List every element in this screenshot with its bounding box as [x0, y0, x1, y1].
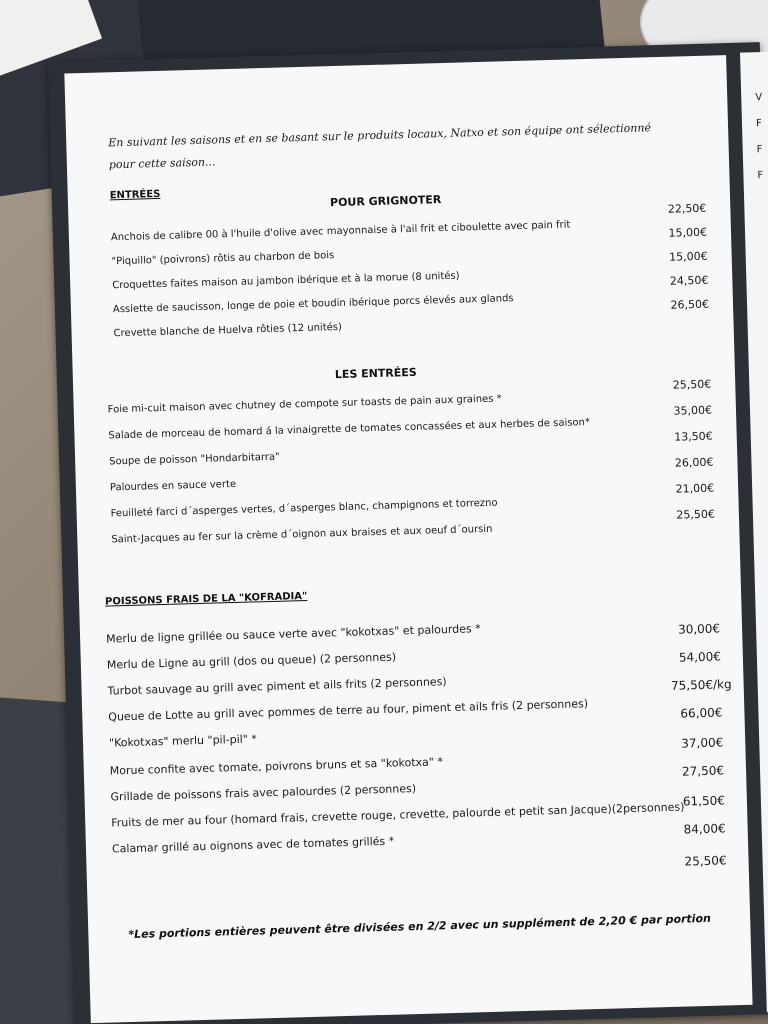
menu-item-price: 25,50€: [684, 853, 727, 869]
menu-item: Queue de Lotte au grill avec pommes de terre au four, piment et ails fris (2 personnes): [108, 697, 589, 724]
menu-item-price: 54,00€: [678, 649, 722, 665]
menu-item-price: 37,00€: [681, 735, 724, 751]
menu-item: Turbot sauvage au grill avec piment et ails frits (2 personnes): [107, 675, 447, 698]
menu-item-price: 25,50€: [676, 507, 716, 522]
menu-item-price: 22,50€: [667, 201, 707, 216]
menu-item: Assiette de saucisson, longe de poie et boudin ibérique porcs élevés aux glands: [112, 293, 514, 316]
menu-item-price: 30,00€: [677, 621, 721, 637]
menu-item-price: 26,00€: [674, 455, 714, 470]
menu-item: Foie mi-cuit maison avec chutney de compote sur toasts de pain aux graines *: [107, 393, 502, 416]
menu-item: Anchois de calibre 00 à l'huile d'olive avec mayonnaise à l'ail frit et ciboulette avec pain frit: [110, 219, 571, 244]
menu-item-price: 35,00€: [673, 403, 713, 418]
menu-item: Soupe de poisson "Hondarbitarra": [109, 451, 280, 468]
menu-item-price: 26,50€: [670, 297, 710, 312]
menu-item: Salade de morceau de homard á la vinaigrette de tomates concassées et aux herbes de saison*: [108, 417, 591, 442]
right-page-text: V: [755, 92, 763, 104]
menu-item-price: 25,50€: [672, 377, 712, 392]
menu-item: Calamar grillé au oignons avec de tomates grillés *: [111, 834, 395, 856]
menu-item-price: 61,50€: [682, 793, 726, 809]
menu-item-price: 84,00€: [683, 821, 726, 837]
subheading-pour-grignoter: POUR GRIGNOTER: [329, 193, 442, 210]
right-page-text: F: [756, 144, 763, 156]
menu-item-price: 13,50€: [674, 429, 713, 444]
menu-item-price: 21,00€: [675, 481, 715, 496]
menu-item: Palourdes en sauce verte: [109, 478, 237, 494]
section-heading-entrees: ENTRÉES: [109, 188, 161, 202]
menu-item-price: 66,00€: [680, 705, 723, 721]
menu-frame: [48, 42, 768, 1024]
menu-item-price: 15,00€: [668, 225, 708, 240]
section-heading-poissons: POISSONS FRAIS DE LA "KOFRADIA": [104, 590, 308, 608]
right-page-text: F: [757, 170, 764, 182]
menu-item: Croquettes faites maison au jambon ibérique et à la morue (8 unités): [112, 270, 460, 292]
menu-item: Feuilleté farci d´asperges vertes, d´asperges blanc, champignons et torrezno: [110, 497, 498, 520]
menu-item-price: 15,00€: [669, 249, 708, 264]
subheading-les-entrees: LES ENTRÉES: [334, 365, 417, 382]
menu-item: Crevette blanche de Huelva rôties (12 unités): [113, 321, 343, 340]
menu-item: "Kokotxas" merlu "pil-pil" *: [108, 732, 257, 750]
menu-intro: En suivant les saisons et en se basant sur le produits locaux, Natxo et son équipe ont sélectionné pour cette saison...: [108, 121, 652, 172]
menu-item-price: 27,50€: [681, 763, 725, 779]
menu-item: "Piquillo" (poivrons) rôtis au charbon de bois: [111, 250, 335, 268]
menu-item: Fruits de mer au four (homard frais, crevette rouge, crevette, palourde et petit san Jacque)(2personnes): [111, 800, 685, 830]
menu-item: Merlu de Ligne au grill (dos ou queue) (2 personnes): [106, 650, 397, 672]
menu-item: Saint-Jacques au fer sur la crème d´oignon aux braises et aux oeuf d´oursin: [111, 523, 493, 546]
menu-item: Merlu de ligne grillée ou sauce verte avec "kokotxas" et palourdes *: [105, 622, 481, 646]
menu-item: Morue confite avec tomate, poivrons bruns et sa "kokotxa" *: [109, 755, 444, 778]
menu-page: [64, 55, 752, 1023]
menu-item: Grillade de poissons frais avec palourdes (2 personnes): [110, 782, 417, 804]
footnote: *Les portions entières peuvent être divisées en 2/2 avec un supplément de 2,20 € par portion: [128, 911, 712, 942]
right-page-text: F: [755, 118, 762, 130]
menu-item-price: 24,50€: [669, 273, 709, 288]
menu-item-price: 75,50€/kg: [670, 677, 732, 693]
